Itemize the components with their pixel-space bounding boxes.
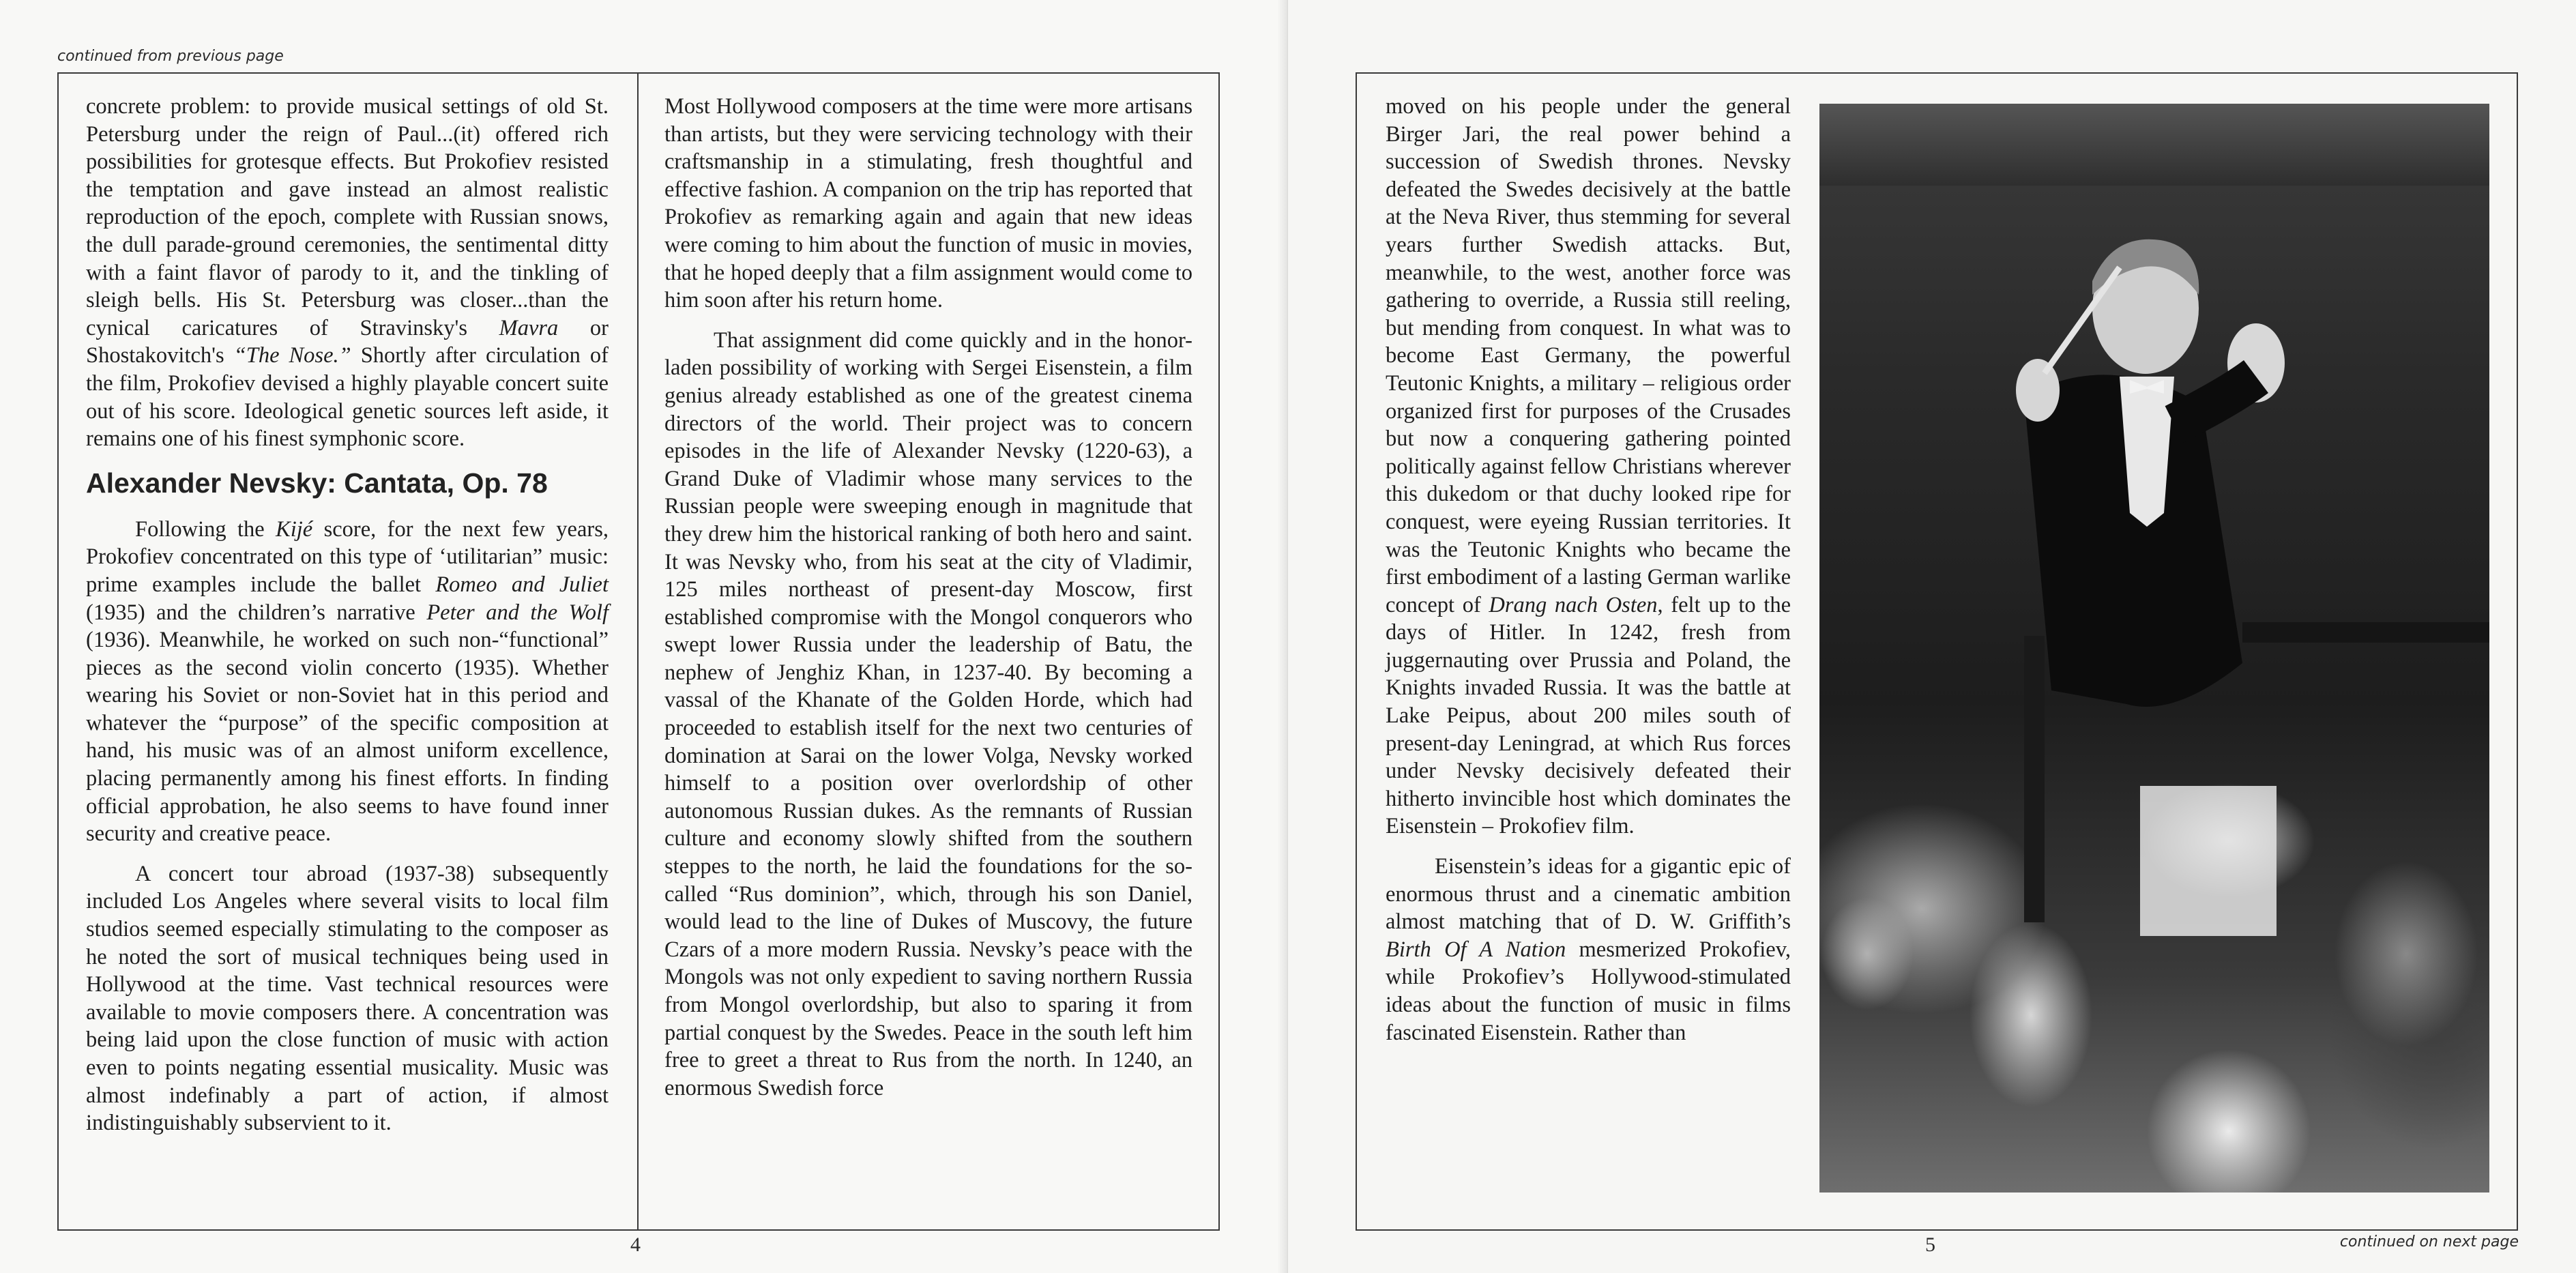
text-run: moved on his people under the general Birger Jari, the real power behind a succession of Swedish thrones. Nevsky defeated the Swedes decisively at the battle at the Neva River, thus stemming for several years further Swedish attacks. But, meanwhile, to the west, another force was gathering to override, a Russia still reeling, but mending from conquest. In what was to become East Germany, the powerful Teutonic Knights, a military – religious order organized first for purposes of the Crusades but now a conquering gathering pointed politically against fellow Christians wherever this dukedom or that duchy looked ripe for conquest, were eyeing Russian territories. It was the Teutonic Knights who became the first embodiment of a lasting German warlike concept of bbox=[1386, 94, 1791, 617]
italic-title: Mavra bbox=[499, 315, 559, 340]
text-run: Eisenstein’s ideas for a gigantic epic of enormous thrust and a cinematic ambition almost matching that of D. W. Griffith’s bbox=[1386, 854, 1791, 935]
left-column-1 bbox=[86, 93, 609, 1150]
conductor-photo bbox=[1819, 104, 2489, 1192]
paragraph: Most Hollywood composers at the time were more artisans than artists, but they were servicing technology with their craftsmanship in a stimulating, fresh thoughtful and effective fashion. A companion on the trip has reported that Prokofiev as remarking again and again that new ideas were coming to him about the function of music in movies, that he hoped deeply that a film assignment would come to him soon after his return home. bbox=[664, 94, 1192, 313]
text-run: , felt up to the days of Hitler. In 1242, fresh from juggernauting over Prussia and Poland, the Knights invaded Russia. It was the battle at Lake Peipus, about 200 miles south of present-day Leningrad, at which Rus forces under Nevsky decisively defeated their hitherto invincible host which dominates the Eisenstein – Prokofiev film. bbox=[1386, 592, 1791, 839]
right-column-1 bbox=[1386, 93, 1791, 1059]
section-heading: Alexander Nevsky: Cantata, Op. 78 bbox=[86, 467, 548, 499]
continued-on-next-note: continued on next page bbox=[2339, 1233, 2519, 1250]
italic-term: Drang nach Osten bbox=[1489, 592, 1658, 617]
continued-from-previous-note: continued from previous page bbox=[57, 48, 284, 65]
orchestra-blur bbox=[1819, 838, 2489, 1192]
paragraph: That assignment did come quickly and in the honor-laden possibility of working with Sergei Eisenstein, a film genius already established as one of the greatest cinema directors of the world. Their project was to concern episodes in the life of Alexander Nevsky (1220-63), a Grand Duke of Vladimir whose many services to the Russian people were sweeping enough in magnitude that they drew him the historical ranking of both hero and saint. It was Nevsky who, from his seat at the city of Vladimir, 125 miles northeast of present-day Moscow, first established compromise with the Mongol conquerors who swept lower Russia under the leadership of Batu, the nephew of Jenghiz Khan, in 1237-40. By becoming a vassal of the Khanate of the Golden Horde, which had proceeded to establish itself for the next two centuries of domination at Sarai on the lower Volga, Nevsky worked himself to a position over overlordship of other autonomous Russian dukes. As the remnants of Russian culture and economy slowly shifted from the southern steppes to the north, he laid the foundations for the so-called “Rus dominion”, which, through his son Daniel, would lead to the line of Dukes of Muscovy, the future Czars of a more modern Russia. Nevsky’s peace with the Mongols was not only expedient to saving northern Russia from Mongol overlordship, but also to sparing it from partial conquest by the Swedes. Peace in the south left him free to greet a threat to Rus from the north. In 1240, an enormous Swedish force bbox=[664, 327, 1192, 1100]
text-run: or Shostakovitch's bbox=[86, 315, 609, 368]
paragraph bbox=[1386, 853, 1791, 1047]
page-number-right: 5 bbox=[1925, 1233, 1935, 1256]
text-frame-right bbox=[1356, 72, 2518, 1231]
italic-title: Peter and the Wolf bbox=[426, 600, 609, 625]
italic-title: “The Nose.” bbox=[233, 343, 351, 368]
text-run: (1935) and the children’s narrative bbox=[86, 600, 427, 625]
paragraph bbox=[1386, 93, 1791, 840]
paragraph bbox=[86, 93, 609, 453]
left-column-2 bbox=[664, 93, 1192, 1114]
paragraph: A concert tour abroad (1937-38) subsequently included Los Angeles where several visits to local film studios seemed especially stimulating to the composer as he noted the sort of musical techniques being used in Hollywood at the time. Vast technical resources were available to movie composers there. A concentration was being laid upon the close function of music with action even to points negating essential musicality. Music was almost indefinably a part of action, if almost indistinguishably subservient to it. bbox=[86, 861, 609, 1136]
text-run: score, for the next few years, Prokofiev concentrated on this type of ‘utilitarian” music: prime examples include the ballet bbox=[86, 516, 609, 597]
italic-title: Kijé bbox=[276, 516, 313, 542]
text-run: (1936). Meanwhile, he worked on such non-“functional” pieces as the second violin concerto (1935). Whether wearing his Soviet or non-Soviet hat in this period and whatever the “purpose” of the specific composition at hand, his music was of an almost uniform excellence, placing permanently among his finest efforts. In finding official approbation, he also seems to have found inner security and creative peace. bbox=[86, 628, 609, 847]
paragraph bbox=[86, 516, 609, 848]
text-run: mesmerized Prokofiev, while Prokofiev’s Hollywood-stimulated ideas about the function of music in films fascinated Eisenstein. Rather than bbox=[1386, 937, 1791, 1045]
italic-title: Romeo and Juliet bbox=[435, 572, 609, 597]
column-divider bbox=[637, 74, 639, 1229]
text-run: Following the bbox=[135, 516, 276, 542]
text-run: concrete problem: to provide musical settings of old St. Petersburg under the reign of Paul...(it) offered rich possibilities for grotesque effects. But Prokofiev resisted the temptation and gave instead an almost realistic reproduction of the epoch, complete with Russian snows, the dull parade-ground ceremonies, the sentimental ditty with a faint flavor of parody to it, and the tinkling of sleigh bells. His St. Petersburg was closer...than the cynical caricatures of Stravinsky's bbox=[86, 94, 609, 340]
text-frame-left bbox=[57, 72, 1220, 1231]
italic-title: Birth Of A Nation bbox=[1386, 937, 1566, 962]
page-number-left: 4 bbox=[630, 1233, 641, 1256]
page-right bbox=[1288, 0, 2576, 1273]
text-run: Shortly after circulation of the film, Prokofiev devised a highly playable concert suite out of his score. Ideological genetic sources left aside, it remains one of his finest symphonic score. bbox=[86, 343, 609, 452]
music-stand bbox=[2242, 622, 2489, 643]
